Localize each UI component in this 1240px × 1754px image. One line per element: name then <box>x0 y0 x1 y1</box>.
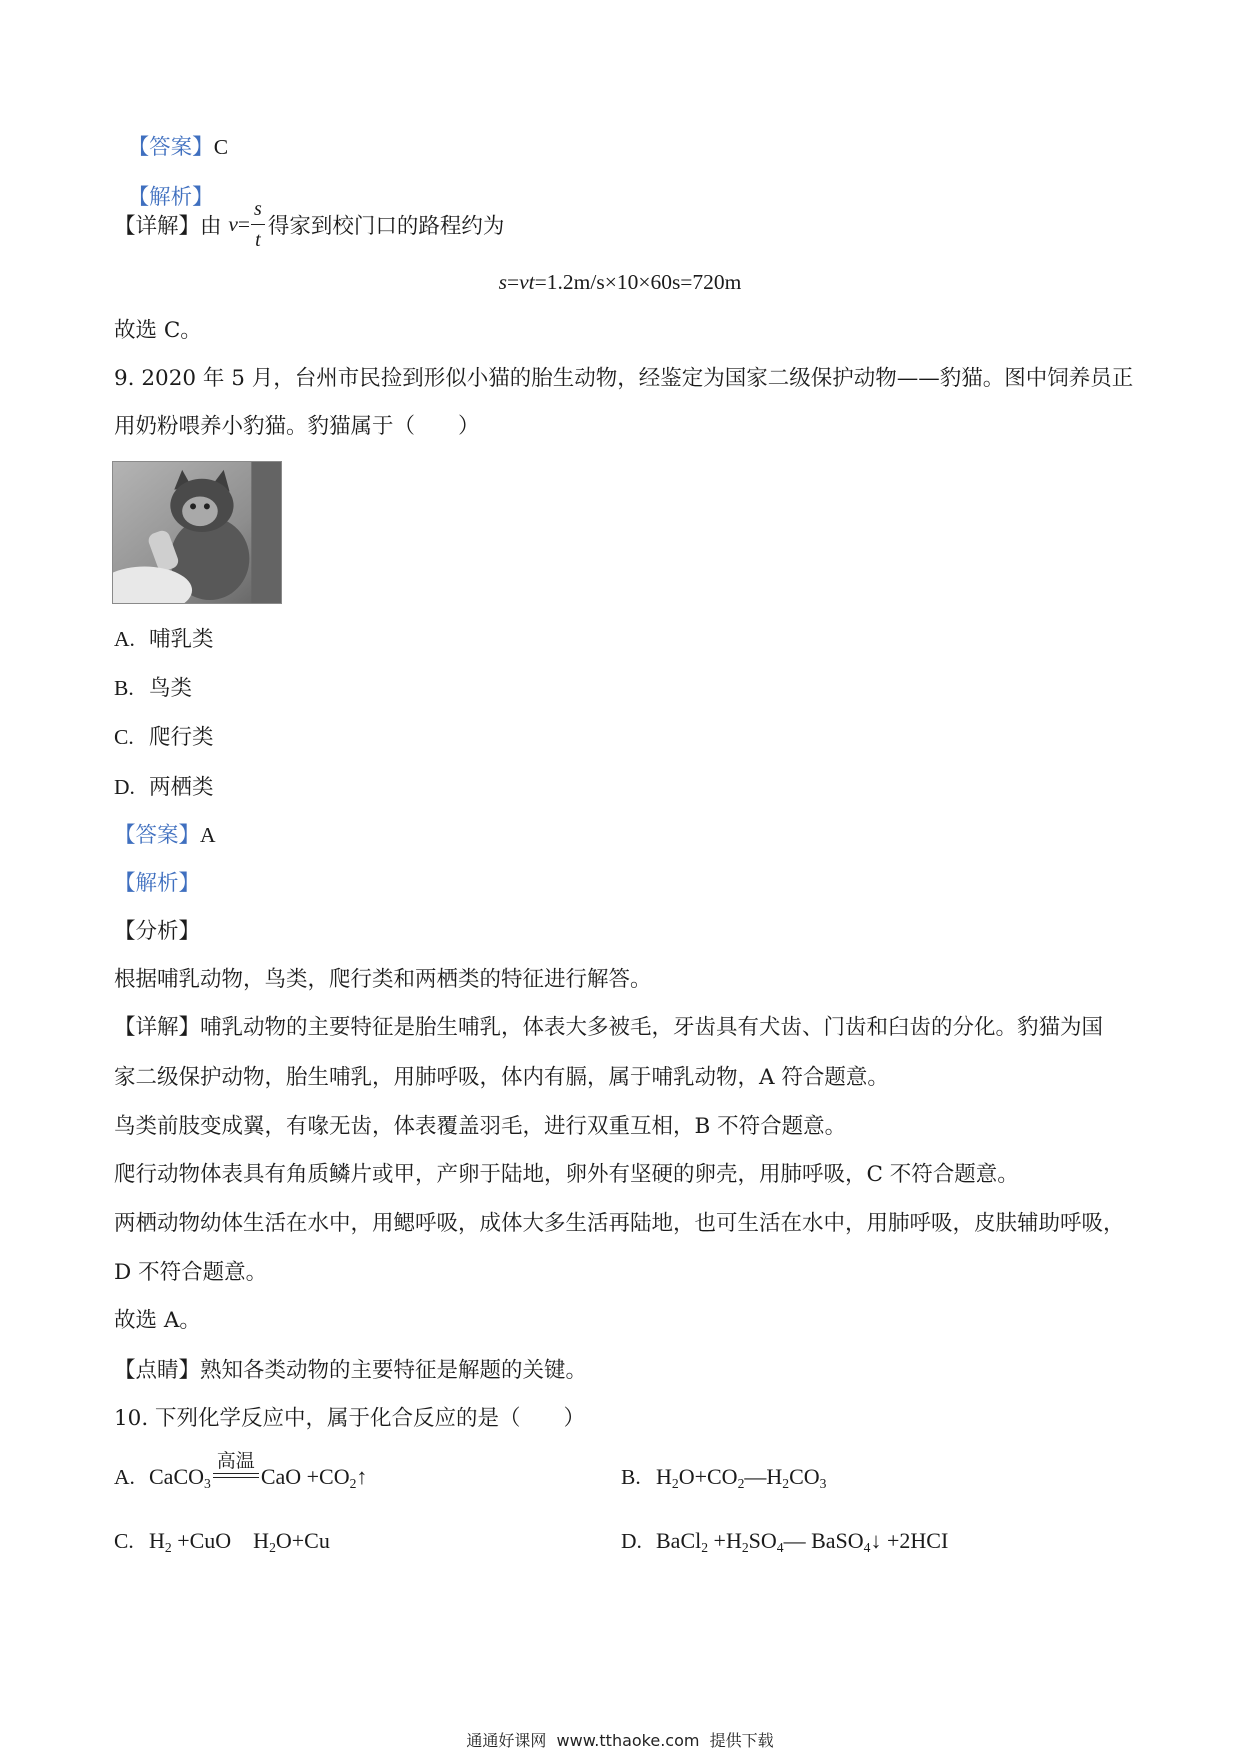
formula-rest: =1.2m/s×10×60s=720m <box>534 270 742 294</box>
option-label: C. <box>114 725 134 749</box>
q9-option-c <box>114 722 214 752</box>
q8-formula-line <box>0 267 1240 297</box>
formula-subscript: 2 <box>782 1476 790 1492</box>
detail-prefix: 由 <box>200 213 229 239</box>
tip-text: 熟知各类动物的主要特征是解题的关键。 <box>200 1358 588 1383</box>
formula-subscript: 4 <box>776 1540 784 1556</box>
answer-tag: 【答案】 <box>127 135 214 160</box>
option-label: B. <box>114 676 134 700</box>
q9-detail-line-4: 爬行动物体表具有角质鳞片或甲，产卵于陆地，卵外有坚硬的卵壳，用肺呼吸，C 不符合题意。 <box>114 1162 1019 1187</box>
option-label: D. <box>114 775 135 799</box>
q9-stem-line1: 9. 2020 年 5 月，台州市民捡到形似小猫的胎生动物，经鉴定为国家二级保护动物——豹猫。图中饲养员正 <box>114 366 1134 391</box>
formula-subscript: 3 <box>204 1476 211 1492</box>
photo-cat-eye-right <box>204 503 210 509</box>
q8-answer-line <box>114 102 229 160</box>
fraction-s-over-t <box>251 194 265 255</box>
photo-right-shadow <box>251 462 281 603</box>
q9-tip-line <box>114 1356 587 1386</box>
formula-text: SO <box>748 1528 777 1553</box>
formula-subscript: 2 <box>741 1540 749 1556</box>
photo-cat-face <box>182 497 218 527</box>
formula-subscript: 3 <box>819 1476 827 1492</box>
reaction-condition-label: 高温 <box>216 1450 255 1472</box>
leopard-cat-feeding-photo <box>112 461 282 604</box>
detail-suffix: 得家到校门口的路程约为 <box>267 213 505 239</box>
formula-text: CaCO <box>149 1464 204 1489</box>
detail-tag: 【详解】 <box>114 1015 201 1040</box>
option-text: 两栖类 <box>149 775 214 800</box>
q9-detail-line-1 <box>114 1013 1103 1043</box>
detail-tag: 【详解】 <box>114 213 201 239</box>
formula-subscript: 2 <box>701 1540 709 1556</box>
reaction-equation <box>656 1528 949 1556</box>
formula-text: CaO +CO <box>260 1464 350 1489</box>
formula-text: +H <box>708 1528 742 1553</box>
formula-text: ↓ +2HCI <box>870 1528 949 1553</box>
answer-value: C <box>213 135 229 159</box>
formula-text: CO <box>789 1464 820 1489</box>
velocity-symbol: v <box>228 211 238 236</box>
option-text: 鸟类 <box>149 676 193 701</box>
formula-text: ↑ <box>356 1464 368 1489</box>
formula-text: O+Cu <box>275 1528 330 1553</box>
answer-value: A <box>200 823 216 847</box>
q9-option-a <box>114 624 214 654</box>
formula-text: H <box>149 1528 165 1553</box>
formula-text: H <box>656 1464 672 1489</box>
formula-vt: vt <box>519 270 535 294</box>
formula-text: BaCl <box>656 1528 702 1553</box>
option-label: A. <box>114 1465 135 1489</box>
formula-text: O+CO <box>678 1464 738 1489</box>
formula-text: — BaSO <box>783 1528 864 1553</box>
analysis-tag: 【解析】 <box>114 871 201 896</box>
q9-analysis-line <box>114 869 200 899</box>
formula-subscript: 2 <box>737 1476 745 1492</box>
option-label: C. <box>114 1529 134 1553</box>
q9-detail-line-3: 鸟类前肢变成翼，有喙无齿，体表覆盖羽毛，进行双重互相，B 不符合题意。 <box>114 1114 847 1139</box>
q10-option-b <box>621 1462 826 1492</box>
q9-answer-line <box>114 820 216 850</box>
q9-option-b <box>114 673 192 703</box>
q9-detail-line-6: D 不符合题意。 <box>114 1260 268 1285</box>
photo-cat-eye-left <box>190 503 196 509</box>
reaction-equation <box>656 1464 827 1492</box>
q8-analysis-line <box>114 153 214 210</box>
fraction-numerator: s <box>251 194 265 225</box>
formula-subscript: 4 <box>863 1540 871 1556</box>
option-label: A. <box>114 627 135 651</box>
q9-stem-line2: 用奶粉喂养小豹猫。豹猫属于（ ） <box>114 414 480 439</box>
formula-subscript: 2 <box>164 1540 172 1556</box>
option-text: 哺乳类 <box>149 627 214 652</box>
q10-option-d <box>621 1526 948 1556</box>
q10-stem: 10. 下列化学反应中，属于化合反应的是（ ） <box>114 1406 586 1431</box>
equals-sign: = <box>237 211 251 236</box>
q9-analysis-heading: 【分析】 <box>114 919 201 944</box>
formula-eq: = <box>506 270 520 294</box>
option-label: D. <box>621 1529 642 1553</box>
option-text: 爬行类 <box>149 725 214 750</box>
formula-s: s <box>498 270 507 294</box>
q9-detail-line-2: 家二级保护动物，胎生哺乳，用肺呼吸，体内有膈，属于哺乳动物，A 符合题意。 <box>114 1065 889 1090</box>
q8-detail-line <box>114 189 504 259</box>
formula-subscript: 2 <box>269 1540 276 1556</box>
formula-subscript: 2 <box>349 1476 357 1492</box>
q10-option-c <box>114 1526 330 1556</box>
page-footer: 通通好课网 www.tthaoke.com 提供下载 <box>466 1731 774 1750</box>
fraction-denominator: t <box>255 228 261 251</box>
q9-analysis-text: 根据哺乳动物，鸟类，爬行类和两栖类的特征进行解答。 <box>114 967 652 992</box>
detail-text: 哺乳动物的主要特征是胎生哺乳，体表大多被毛，牙齿具有犬齿、门齿和臼齿的分化。豹猫为国 <box>200 1015 1104 1040</box>
q9-conclusion: 故选 A。 <box>114 1308 201 1333</box>
reaction-equation <box>149 1450 368 1492</box>
reaction-equation <box>149 1528 330 1556</box>
option-label: B. <box>621 1465 641 1489</box>
photo-graphic <box>113 462 281 603</box>
formula-text: +CuO H <box>171 1528 270 1553</box>
q9-detail-line-5: 两栖动物幼体生活在水中，用鳃呼吸，成体大多生活再陆地，也可生活在水中，用肺呼吸，皮肤辅助呼吸， <box>114 1211 1125 1236</box>
tip-tag: 【点睛】 <box>114 1358 201 1383</box>
formula-subscript: 2 <box>671 1476 679 1492</box>
formula-text: —H <box>744 1464 783 1489</box>
answer-tag: 【答案】 <box>114 823 201 848</box>
q9-option-d <box>114 772 214 802</box>
analysis-tag: 【解析】 <box>127 185 214 210</box>
q8-conclusion: 故选 C。 <box>114 318 202 343</box>
reaction-condition <box>213 1450 259 1484</box>
q10-option-a <box>114 1450 368 1492</box>
